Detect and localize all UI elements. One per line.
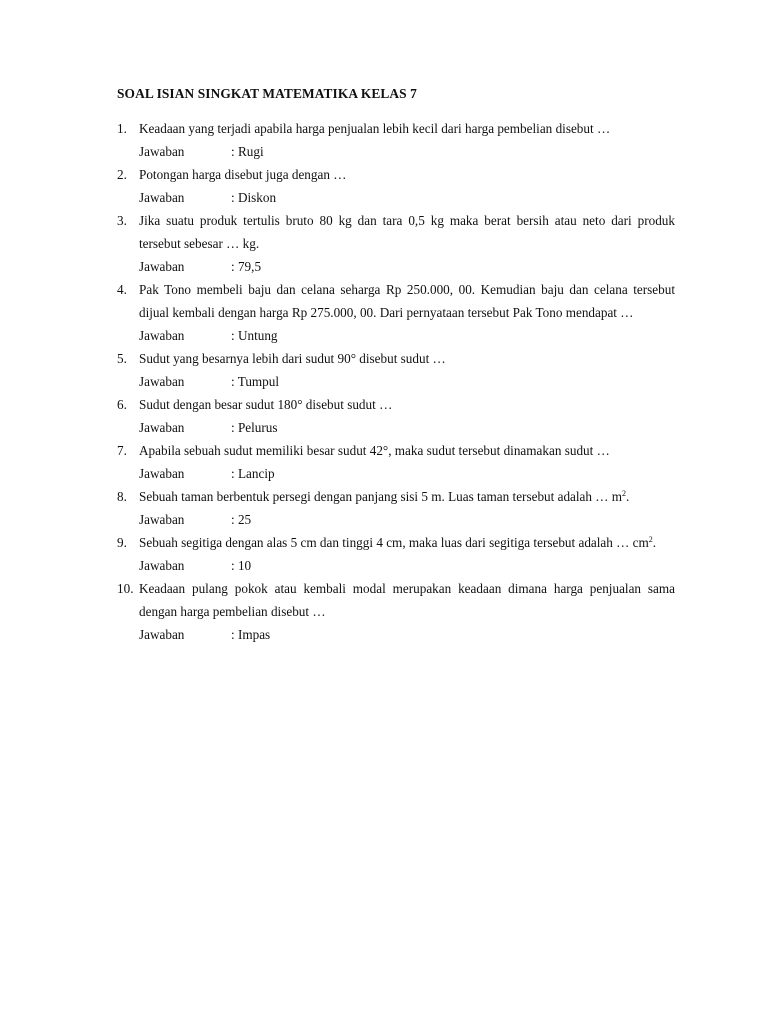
- question-text: Sudut yang besarnya lebih dari sudut 90° disebut sudut …: [139, 351, 446, 366]
- question-text: Keadaan pulang pokok atau kembali modal merupakan keadaan dimana harga penjualan sama dengan harga pembelian disebut …: [139, 581, 675, 619]
- question-text: Sebuah taman berbentuk persegi dengan panjang sisi 5 m. Luas taman tersebut adalah … $m^2$.: [139, 489, 630, 504]
- document-title: SOAL ISIAN SINGKAT MATEMATIKA KELAS 7: [117, 86, 417, 101]
- question-item: [117, 347, 675, 393]
- question-text: Pak Tono membeli baju dan celana seharga Rp 250.000, 00. Kemudian baju dan celana tersebut dijual kembali dengan harga Rp 275.000, 00. Dari pernyataan tersebut Pak Tono mendapat …: [139, 282, 675, 320]
- answer-label: Jawaban: [139, 328, 185, 343]
- answer-label: Jawaban: [139, 259, 185, 274]
- question-item: [117, 117, 675, 163]
- answer-value: : 79,5: [231, 259, 262, 274]
- answer-value: : Rugi: [231, 144, 264, 159]
- question-list: [117, 117, 675, 646]
- question-item: [117, 393, 675, 439]
- answer-label: Jawaban: [139, 144, 185, 159]
- answer-label: Jawaban: [139, 512, 185, 527]
- question-number: 10.: [117, 581, 134, 596]
- question-item: [117, 163, 675, 209]
- question-number: 3.: [117, 213, 127, 228]
- answer-value: : Impas: [231, 627, 271, 642]
- question-item: [117, 577, 675, 646]
- answer-label: Jawaban: [139, 420, 185, 435]
- answer-value: : Pelurus: [231, 420, 278, 435]
- question-text: Potongan harga disebut juga dengan …: [139, 167, 347, 182]
- answer-label: Jawaban: [139, 190, 185, 205]
- question-number: 4.: [117, 282, 127, 297]
- question-text: Sebuah segitiga dengan alas 5 cm dan tinggi 4 cm, maka luas dari segitiga tersebut adalah … $cm^2$.: [139, 535, 657, 550]
- question-text: Keadaan yang terjadi apabila harga penjualan lebih kecil dari harga pembelian disebut …: [139, 121, 611, 136]
- question-text: Sudut dengan besar sudut 180° disebut sudut …: [139, 397, 393, 412]
- answer-value: : Untung: [231, 328, 278, 343]
- answer-label: Jawaban: [139, 374, 185, 389]
- answer-label: Jawaban: [139, 558, 185, 573]
- answer-value: : Diskon: [231, 190, 277, 205]
- question-item: [117, 439, 675, 485]
- question-number: 6.: [117, 397, 127, 412]
- question-number: 7.: [117, 443, 127, 458]
- question-item: [117, 485, 675, 531]
- question-item: [117, 278, 675, 347]
- answer-value: : 10: [231, 558, 252, 573]
- question-number: 9.: [117, 535, 127, 550]
- answer-label: Jawaban: [139, 466, 185, 481]
- question-number: 8.: [117, 489, 127, 504]
- question-number: 1.: [117, 121, 127, 136]
- question-item: [117, 209, 675, 278]
- question-item: [117, 531, 675, 577]
- answer-value: : 25: [231, 512, 252, 527]
- answer-value: : Tumpul: [231, 374, 280, 389]
- answer-label: Jawaban: [139, 627, 185, 642]
- question-text: Jika suatu produk tertulis bruto 80 kg dan tara 0,5 kg maka berat bersih atau neto dari produk tersebut sebesar … kg.: [139, 213, 675, 251]
- question-number: 5.: [117, 351, 127, 366]
- superscript: 2: [648, 535, 653, 544]
- question-number: 2.: [117, 167, 127, 182]
- question-text: Apabila sebuah sudut memiliki besar sudut 42°, maka sudut tersebut dinamakan sudut …: [139, 443, 610, 458]
- superscript: 2: [622, 489, 627, 498]
- answer-value: : Lancip: [231, 466, 275, 481]
